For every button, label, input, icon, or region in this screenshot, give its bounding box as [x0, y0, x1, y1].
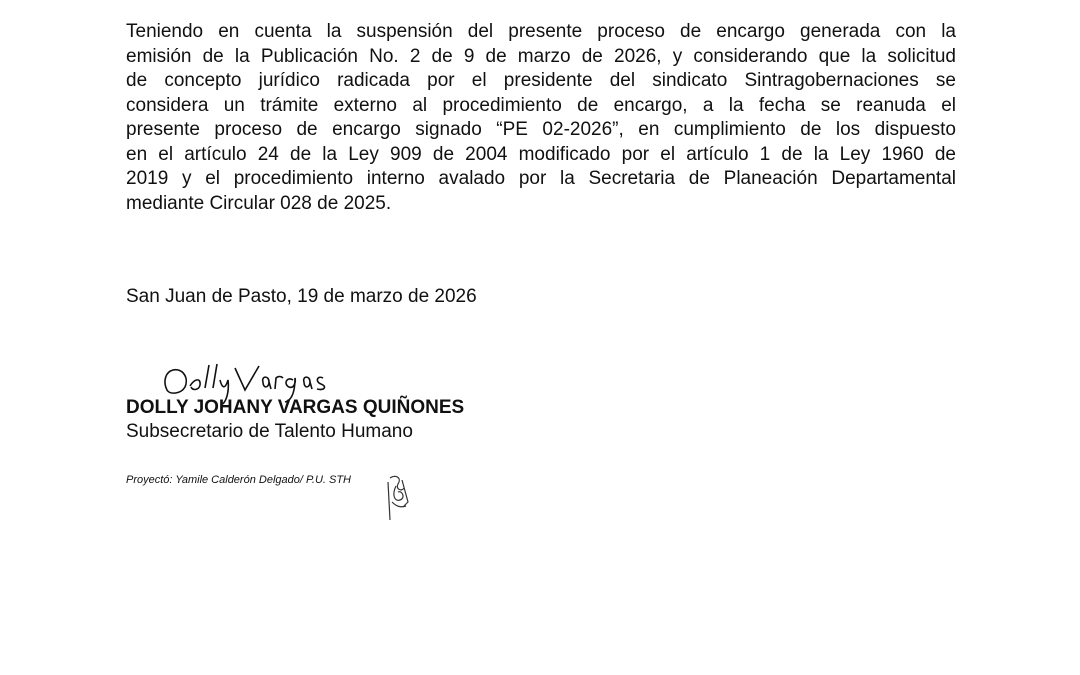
signer-name: DOLLY JOHANY VARGAS QUIÑONES: [126, 397, 465, 418]
paragraph-line: en el artículo 24 de la Ley 909 de 2004 modificado por el artículo 1 de la Ley 1960 de: [126, 143, 956, 165]
paragraph-line: presente proceso de encargo signado “PE 02-2026”, en cumplimiento de los dispuesto: [126, 119, 956, 140]
paragraph-line: de concepto jurídico radicada por el presidente del sindicato Sintragobernaciones se: [126, 70, 956, 91]
handwritten-initials: [382, 472, 414, 522]
place-date: San Juan de Pasto, 19 de marzo de 2026: [126, 286, 477, 307]
paragraph-line: Teniendo en cuenta la suspensión del presente proceso de encargo generada con la: [126, 21, 956, 42]
signer-role: Subsecretario de Talento Humano: [126, 421, 413, 442]
paragraph-line: mediante Circular 028 de 2025.: [126, 192, 392, 214]
projected-by-note: Proyectó: Yamile Calderón Delgado/ P.U. STH: [126, 474, 352, 486]
paragraph-line: emisión de la Publicación No. 2 de 9 de marzo de 2026, y considerando que la solicitud: [126, 45, 956, 67]
body-paragraph: [126, 20, 956, 216]
paragraph-line: considera un trámite externo al procedimiento de encargo, a la fecha se reanuda el: [126, 94, 956, 116]
paragraph-line: 2019 y el procedimiento interno avalado por la Secretaria de Planeación Departamental: [126, 168, 956, 189]
